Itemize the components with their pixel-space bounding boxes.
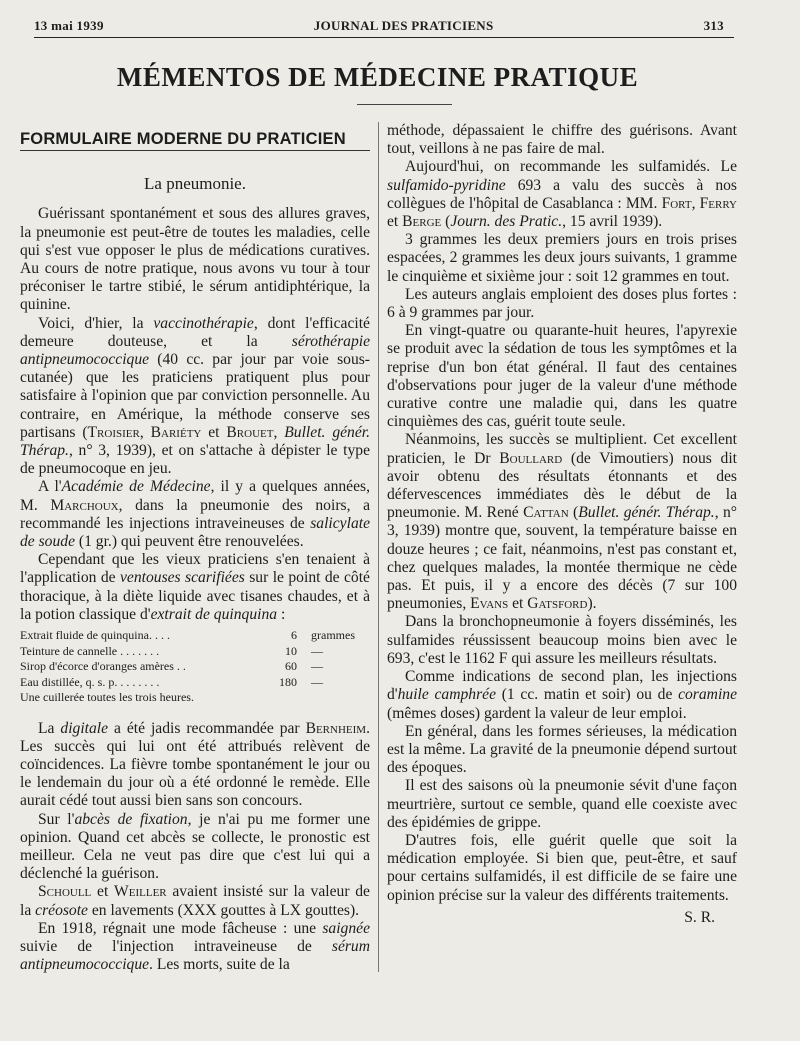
paragraph: D'autres fois, elle guérit quelle que soit la médication employée. Si bien que, peut-être, et sauf pour certains sulfamidés, il est difficile de se faire une opinion précise sur la valeur des différents traitements. bbox=[387, 831, 737, 904]
left-column bbox=[20, 122, 370, 974]
paragraph: Guérissant spontanément et sous des allures graves, la pneumonie est peut-être de toutes les maladies, celle qui s'est vue opposer le plus de médications curatives. Au cours de notre pratique, nous avons vu tour à tour préconiser le tartre stibié, le sérum antidiphtérique, la quinine. bbox=[20, 205, 370, 314]
formula-dosage-note: Une cuillerée toutes les trois heures. bbox=[20, 690, 194, 705]
title-rule bbox=[357, 104, 452, 105]
article-subtitle: La pneumonie. bbox=[144, 174, 246, 194]
paragraph: En général, dans les formes sérieuses, la médication est la même. La gravité de la pneumonie dépend surtout des époques. bbox=[387, 722, 737, 777]
paragraph: Voici, d'hier, la vaccinothérapie, dont l'efficacité demeure douteuse, et la sérothérapie antipneumococcique (40 cc. par jour par voie sous-cutanée) que les praticiens pratiquent plus pour satisfaire à l'opinion que par conviction personnelle. Au contraire, en Amérique, la méthode conserve ses partisans (Troisier, Bariéty et Brouet, Bullet. génér. Thérap., n° 3, 1939), et on s'attache à dépister le type de pneumocoque en jeu. bbox=[20, 314, 370, 478]
paragraph: La digitale a été jadis recommandée par Bernheim. Les succès qui lui ont été attribués relèvent de coïncidences. La fièvre tombe spontanément le jour ou le lendemain du jour où a été ordonné le remède. Elle aurait cédé tout aussi bien sans son concours. bbox=[20, 719, 370, 810]
paragraph: Aujourd'hui, on recommande les sulfamidés. Le sulfamido-pyridine 693 a valu des succès à nos collègues de l'hôpital de Casablanca : MM. Fort, Ferry et Berge (Journ. des Pratic., 15 avril 1939). bbox=[387, 158, 737, 231]
paragraph: Les auteurs anglais emploient des doses plus fortes : 6 à 9 grammes par jour. bbox=[387, 285, 737, 322]
paragraph: Sur l'abcès de fixation, je n'ai pu me former une opinion. Quand cet abcès se collecte, le pronostic est meilleur. Cela ne veut pas dire que c'est lui qui a déclenché la guérison. bbox=[20, 810, 370, 883]
paragraph: Néanmoins, les succès se multiplient. Cet excellent praticien, le Dr Boullard (de Vimoutiers) nous dit avoir obtenu des résultats étonnants et des défervescences immédiates dès le début de la pneumonie. M. René Cattan (Bullet. génér. Thérap., n° 3, 1939) montre que, souvent, la température baisse en douze heures ; ce fait, néanmoins, n'est pas constant et, chez quelques malades, la montée thermique ne cède pas. Et puis, il y a encore des décès (7 sur 100 pneumonies, Evans et Gatsford). bbox=[387, 431, 738, 613]
paragraph: En vingt-quatre ou quarante-huit heures, l'apyrexie se produit avec la sédation de tous les symptômes et la reprise d'un bon état général. Il faut des centaines d'observations pour juger de la valeur d'une méthode curative contre une maladie qui, dans les quatre cinquièmes des cas, guérit toute seule. bbox=[387, 322, 737, 431]
header-rule bbox=[34, 37, 734, 38]
right-column bbox=[387, 122, 737, 927]
paragraph: Cependant que les vieux praticiens s'en tenaient à l'application de ventouses scarifiées sur le point de côté thoracique, à la diète liquide avec tisanes chaudes, et à la potion classique d'extrait de quinquina : bbox=[20, 551, 370, 623]
paragraph: En 1918, régnait une mode fâcheuse : une saignée suivie de l'injection intraveineuse de sérum antipneumococcique. Les morts, suite de la bbox=[20, 919, 370, 974]
page-title: MÉMENTOS DE MÉDECINE PRATIQUE bbox=[116, 62, 639, 92]
formula-row: Teinture de cannelle . . . . . . . 10 — bbox=[20, 643, 323, 658]
column-divider bbox=[378, 122, 379, 972]
author-signature: S. R. bbox=[684, 908, 715, 926]
formula-row: Extrait fluide de quinquina. . . . 6 grammes bbox=[20, 628, 355, 643]
paragraph: A l'Académie de Médecine, il y a quelques années, M. Marchoux, dans la pneumonie des noirs, a recommandé les injections intraveineuses de salicylate de soude (1 gr.) qui peuvent être renouvelées. bbox=[20, 478, 370, 551]
issue-date: 13 mai 1939 bbox=[34, 18, 104, 33]
page-number: 313 bbox=[703, 18, 724, 33]
formula-row: Sirop d'écorce d'oranges amères . . 60 — bbox=[20, 659, 323, 674]
section-title: FORMULAIRE MODERNE DU PRATICIEN bbox=[20, 130, 370, 151]
prescription-formula bbox=[20, 628, 370, 706]
journal-name: JOURNAL DES PRATICIENS bbox=[313, 18, 494, 33]
paragraph: Schoull et Weiller avaient insisté sur la valeur de la créosote en lavements (XXX gouttes à LX gouttes). bbox=[20, 883, 370, 919]
paragraph: Dans la bronchopneumonie à foyers disséminés, les sulfamides réussissent beaucoup moins bien avec le 693, c'est le 1162 F qui assure les meilleurs résultats. bbox=[387, 613, 737, 667]
paragraph: 3 grammes les deux premiers jours en trois prises espacées, 2 grammes les deux jours suivants, 1 gramme le cinquième et sixième jour : soit 12 grammes en tout. bbox=[387, 231, 737, 285]
running-head bbox=[34, 18, 724, 34]
paragraph: Il est des saisons où la pneumonie sévit d'une façon meurtrière, surtout ce semble, quand elle coexiste avec des épidémies de grippe. bbox=[387, 777, 737, 831]
paragraph: Comme indications de second plan, les injections d'huile camphrée (1 cc. matin et soir) ou de coramine (mêmes doses) gardent la valeur de leur emploi. bbox=[387, 668, 737, 722]
paragraph: méthode, dépassaient le chiffre des guérisons. Avant tout, veillons à ne pas faire de mal. bbox=[387, 122, 737, 158]
formula-row: Eau distillée, q. s. p. . . . . . . . 180 — bbox=[20, 674, 323, 689]
